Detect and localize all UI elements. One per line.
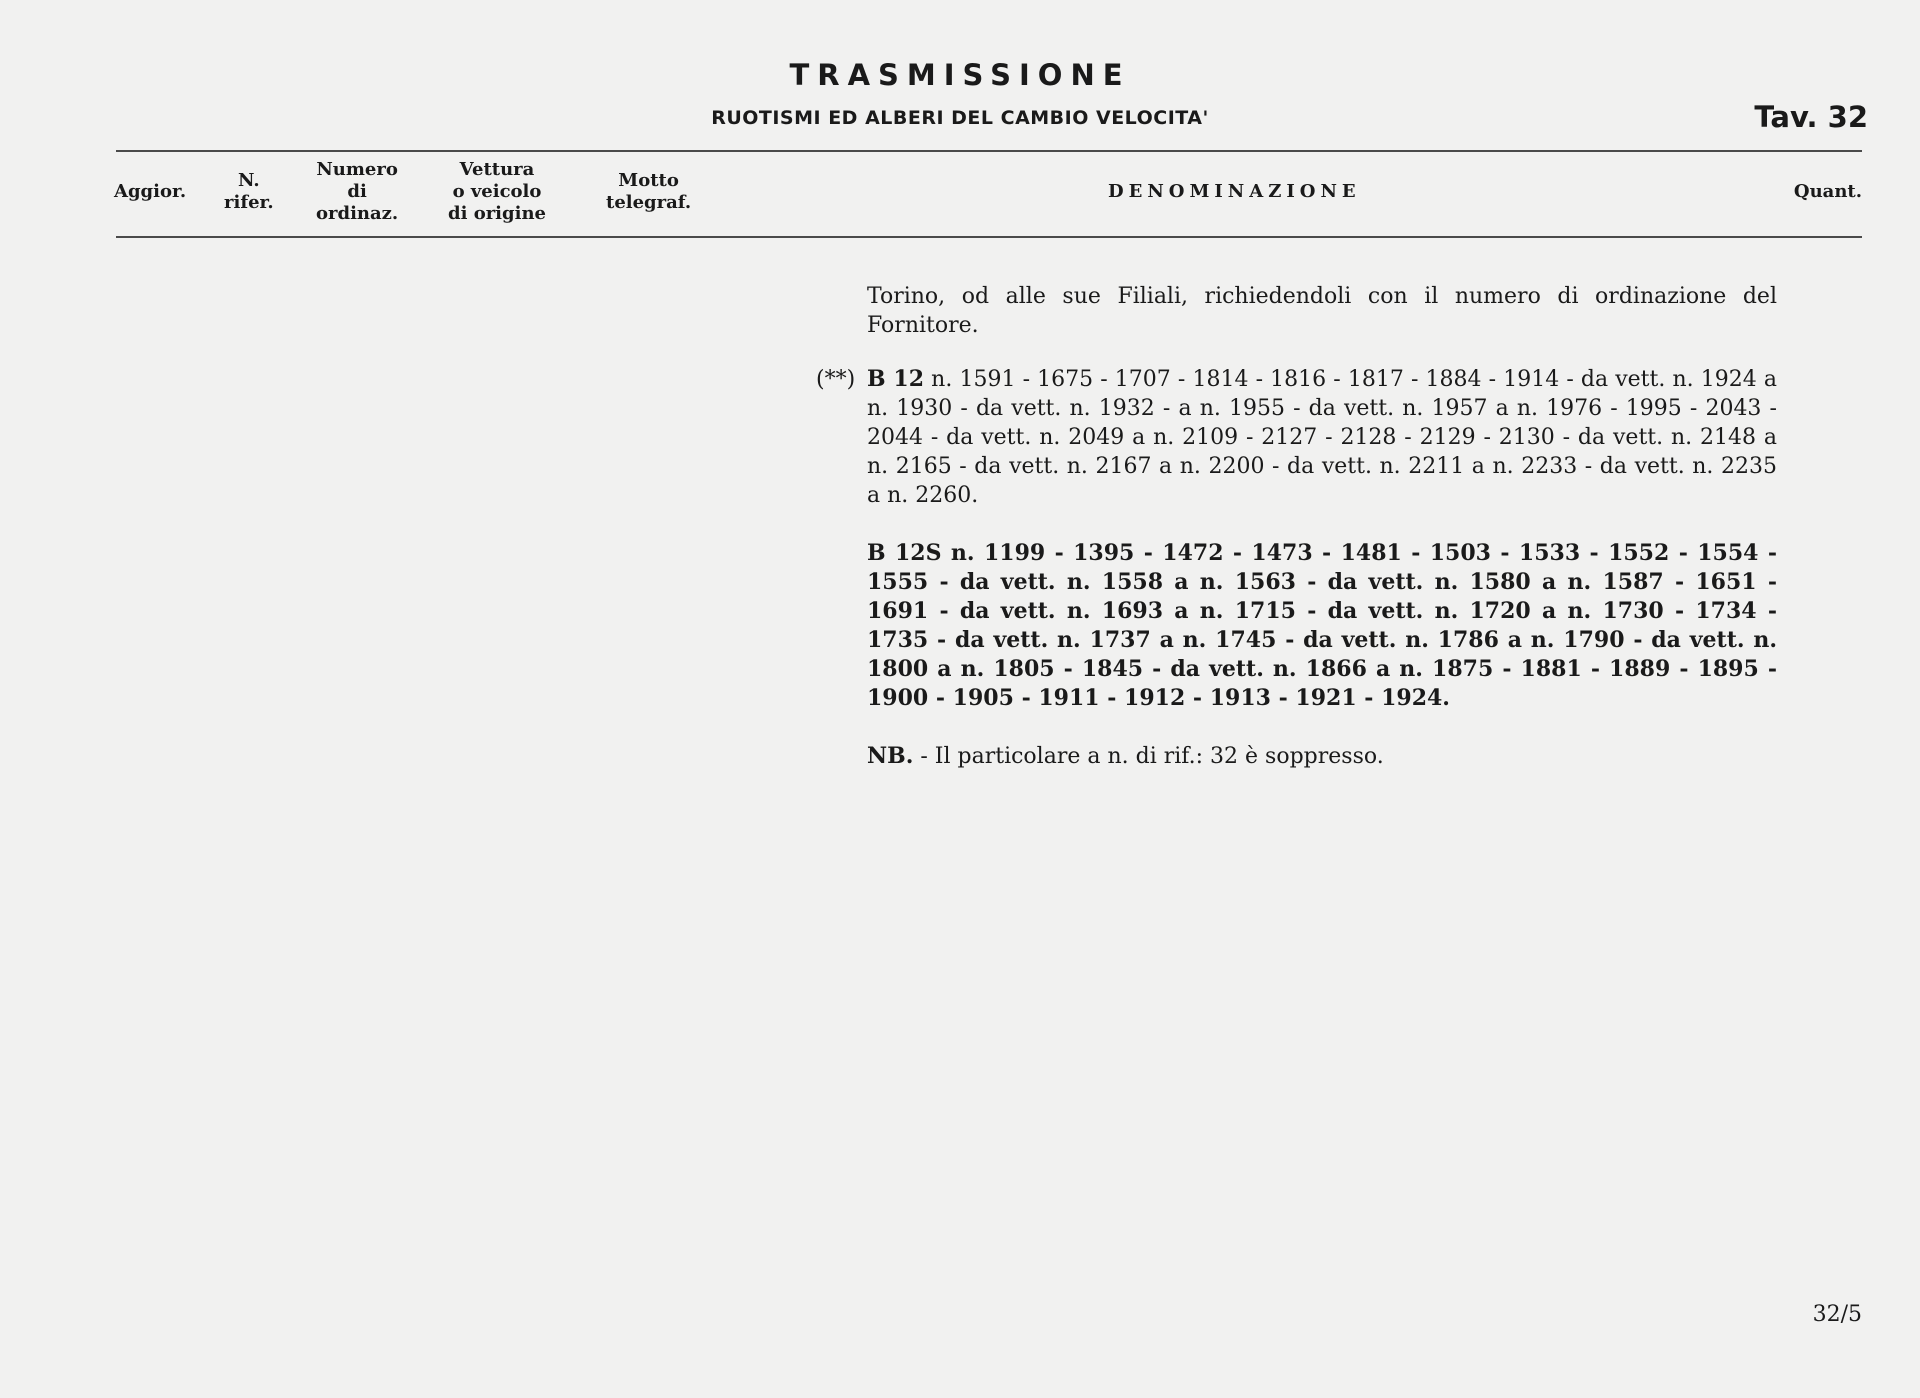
column-header-line: di origine [448, 203, 546, 224]
b12s-label: B 12S [867, 540, 942, 566]
b12s-text: n. 1199 - 1395 - 1472 - 1473 - 1481 - 1503 - 1533 - 1552 - 1554 - 1555 - da vett. n. 1558 a n. 1563 - da vett. n. 1580 a n. 1587 - 1651 - 1691 - da vett. n. 1693 a n. 1715 - da vett. n. 1720 a n. 1730 - 1734 - 1735 - da vett. n. 1737 a n. 1745 - da vett. n. 1786 a n. 1790 - da vett. n. 1800 a n. 1805 - 1845 - da vett. n. 1866 a n. 1875 - 1881 - 1889 - 1895 - 1900 - 1905 - 1911 - 1912 - 1913 - 1921 - 1924. [867, 540, 1777, 711]
nb-text: - Il particolare a n. di rif.: 32 è soppresso. [920, 744, 1384, 769]
nb-label: NB. [867, 743, 914, 769]
column-header-motto [606, 170, 691, 214]
column-header-line: ordinaz. [316, 203, 399, 224]
column-header-line: o veicolo [452, 181, 542, 202]
nb-paragraph [867, 742, 1777, 771]
b12s-paragraph [867, 539, 1777, 713]
page-subtitle: RUOTISMI ED ALBERI DEL CAMBIO VELOCITA' [711, 107, 1209, 129]
column-header-numero [316, 159, 398, 225]
header-rule-top [116, 150, 1862, 152]
column-header-line: Vettura [459, 159, 535, 180]
header-rule-bottom [116, 236, 1862, 238]
column-header-quant: Quant. [1793, 181, 1862, 202]
b12-text: n. 1591 - 1675 - 1707 - 1814 - 1816 - 1817 - 1884 - 1914 - da vett. n. 1924 a n. 1930 - da vett. n. 1932 - a n. 1955 - da vett. n. 1957 a n. 1976 - 1995 - 2043 - 2044 - da vett. n. 2049 a n. 2109 - 2127 - 2128 - 2129 - 2130 - da vett. n. 2148 a n. 2165 - da vett. n. 2167 a n. 2200 - da vett. n. 2211 a n. 2233 - da vett. n. 2235 a n. 2260. [867, 367, 1778, 508]
table-id: Tav. 32 [1754, 100, 1868, 134]
intro-paragraph: Torino, od alle sue Filiali, richiedendoli con il numero di ordinazione del Fornitore. [867, 284, 1777, 338]
column-header-line: di [347, 181, 367, 202]
column-header-line: telegraf. [606, 192, 692, 213]
column-header-n-rifer [224, 170, 274, 214]
column-header-line: rifer. [224, 192, 274, 213]
footnote-marker: (**) [816, 367, 856, 392]
page-number: 32/5 [1812, 1302, 1862, 1327]
page-title: TRASMISSIONE [789, 58, 1131, 92]
b12-label: B 12 [867, 366, 925, 392]
column-header-vettura [448, 159, 546, 225]
column-header-line: Motto [618, 170, 679, 191]
column-header-line: Numero [316, 159, 398, 180]
column-header-denominazione: DENOMINAZIONE [1108, 181, 1361, 202]
column-header-line: N. [238, 170, 260, 191]
column-header-aggior: Aggior. [114, 181, 187, 202]
b12-paragraph [867, 365, 1777, 510]
